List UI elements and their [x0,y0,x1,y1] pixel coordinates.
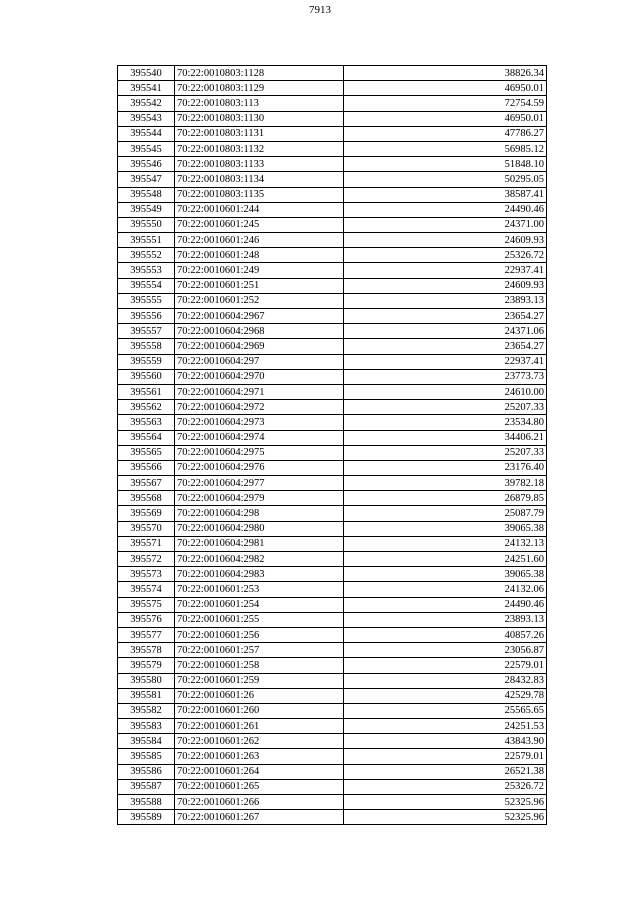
value-cell: 22937.41 [344,263,547,278]
row-id-cell: 395554 [118,278,175,293]
row-id-cell: 395578 [118,643,175,658]
row-id-cell: 395573 [118,567,175,582]
table-row [118,643,547,658]
cadastral-number-cell: 70:22:0010604:2982 [175,552,344,567]
value-cell: 23534.80 [344,415,547,430]
value-cell: 24609.93 [344,278,547,293]
table-row [118,703,547,718]
cadastral-number-cell: 70:22:0010604:2976 [175,460,344,475]
cadastral-number-cell: 70:22:0010604:2970 [175,369,344,384]
table-row [118,202,547,217]
row-id-cell: 395551 [118,233,175,248]
cadastral-number-cell: 70:22:0010604:2968 [175,324,344,339]
value-cell: 42529.78 [344,688,547,703]
value-cell: 46950.01 [344,81,547,96]
value-cell: 23773.73 [344,369,547,384]
row-id-cell: 395580 [118,673,175,688]
cadastral-number-cell: 70:22:0010604:2974 [175,430,344,445]
table-row [118,248,547,263]
row-id-cell: 395560 [118,369,175,384]
value-cell: 24132.06 [344,582,547,597]
value-cell: 24371.06 [344,324,547,339]
cadastral-number-cell: 70:22:0010601:266 [175,795,344,810]
row-id-cell: 395563 [118,415,175,430]
row-id-cell: 395581 [118,688,175,703]
table-row [118,369,547,384]
table-row [118,81,547,96]
value-cell: 24251.53 [344,719,547,734]
table-row [118,764,547,779]
table-row [118,324,547,339]
cadastral-number-cell: 70:22:0010601:26 [175,688,344,703]
value-cell: 50295.05 [344,172,547,187]
value-cell: 38587.41 [344,187,547,202]
value-cell: 72754.59 [344,96,547,111]
row-id-cell: 395561 [118,384,175,399]
value-cell: 56985.12 [344,141,547,156]
cadastral-number-cell: 70:22:0010803:1132 [175,141,344,156]
cadastral-number-cell: 70:22:0010601:265 [175,779,344,794]
row-id-cell: 395558 [118,339,175,354]
row-id-cell: 395546 [118,157,175,172]
table-row [118,719,547,734]
value-cell: 24490.46 [344,202,547,217]
row-id-cell: 395587 [118,779,175,794]
cadastral-number-cell: 70:22:0010601:251 [175,278,344,293]
cadastral-number-cell: 70:22:0010601:252 [175,293,344,308]
cadastral-number-cell: 70:22:0010601:254 [175,597,344,612]
cadastral-number-cell: 70:22:0010601:253 [175,582,344,597]
table-row [118,476,547,491]
table-row [118,506,547,521]
row-id-cell: 395549 [118,202,175,217]
row-id-cell: 395589 [118,810,175,825]
row-id-cell: 395543 [118,111,175,126]
table-row [118,749,547,764]
table-body [118,66,547,825]
cadastral-number-cell: 70:22:0010601:245 [175,217,344,232]
value-cell: 46950.01 [344,111,547,126]
cadastral-number-cell: 70:22:0010604:2972 [175,400,344,415]
row-id-cell: 395540 [118,66,175,81]
value-cell: 38826.34 [344,66,547,81]
value-cell: 24132.13 [344,536,547,551]
value-cell: 24610.00 [344,384,547,399]
value-cell: 39782.18 [344,476,547,491]
table-row [118,233,547,248]
row-id-cell: 395571 [118,536,175,551]
value-cell: 40857.26 [344,627,547,642]
row-id-cell: 395582 [118,703,175,718]
value-cell: 24490.46 [344,597,547,612]
cadastral-number-cell: 70:22:0010803:113 [175,96,344,111]
cadastral-number-cell: 70:22:0010601:260 [175,703,344,718]
value-cell: 51848.10 [344,157,547,172]
value-cell: 28432.83 [344,673,547,688]
cadastral-number-cell: 70:22:0010803:1131 [175,126,344,141]
table-row [118,658,547,673]
row-id-cell: 395575 [118,597,175,612]
table-row [118,172,547,187]
table-row [118,217,547,232]
row-id-cell: 395570 [118,521,175,536]
value-cell: 34406.21 [344,430,547,445]
table-row [118,779,547,794]
cadastral-number-cell: 70:22:0010604:2980 [175,521,344,536]
table-row [118,293,547,308]
value-cell: 25326.72 [344,248,547,263]
table-row [118,187,547,202]
cadastral-number-cell: 70:22:0010601:255 [175,612,344,627]
table-row [118,612,547,627]
table-row [118,627,547,642]
row-id-cell: 395569 [118,506,175,521]
value-cell: 52325.96 [344,795,547,810]
cadastral-number-cell: 70:22:0010803:1130 [175,111,344,126]
table-row [118,597,547,612]
row-id-cell: 395559 [118,354,175,369]
row-id-cell: 395552 [118,248,175,263]
row-id-cell: 395550 [118,217,175,232]
cadastral-number-cell: 70:22:0010601:259 [175,673,344,688]
cadastral-number-cell: 70:22:0010604:298 [175,506,344,521]
value-cell: 23654.27 [344,339,547,354]
row-id-cell: 395541 [118,81,175,96]
row-id-cell: 395544 [118,126,175,141]
table-row [118,66,547,81]
value-cell: 24609.93 [344,233,547,248]
table-row [118,521,547,536]
row-id-cell: 395567 [118,476,175,491]
cadastral-number-cell: 70:22:0010604:2969 [175,339,344,354]
row-id-cell: 395576 [118,612,175,627]
value-cell: 47786.27 [344,126,547,141]
cadastral-number-cell: 70:22:0010604:2973 [175,415,344,430]
row-id-cell: 395566 [118,460,175,475]
row-id-cell: 395564 [118,430,175,445]
table-row [118,445,547,460]
row-id-cell: 395568 [118,491,175,506]
table-row [118,673,547,688]
row-id-cell: 395579 [118,658,175,673]
table-row [118,810,547,825]
value-cell: 22579.01 [344,749,547,764]
cadastral-number-cell: 70:22:0010601:246 [175,233,344,248]
value-cell: 23176.40 [344,460,547,475]
cadastral-number-cell: 70:22:0010604:2971 [175,384,344,399]
value-cell: 25207.33 [344,445,547,460]
row-id-cell: 395584 [118,734,175,749]
value-cell: 25565.65 [344,703,547,718]
cadastral-number-cell: 70:22:0010803:1133 [175,157,344,172]
cadastral-number-cell: 70:22:0010604:2981 [175,536,344,551]
cadastral-number-cell: 70:22:0010601:244 [175,202,344,217]
row-id-cell: 395585 [118,749,175,764]
value-cell: 43843.90 [344,734,547,749]
cadastral-number-cell: 70:22:0010601:248 [175,248,344,263]
row-id-cell: 395586 [118,764,175,779]
table-row [118,688,547,703]
page-number: 7913 [309,4,331,16]
value-cell: 22579.01 [344,658,547,673]
table-row [118,157,547,172]
value-cell: 26521.38 [344,764,547,779]
table-row [118,552,547,567]
table-row [118,278,547,293]
cadastral-number-cell: 70:22:0010601:249 [175,263,344,278]
table-row [118,309,547,324]
row-id-cell: 395548 [118,187,175,202]
table-row [118,582,547,597]
table-row [118,536,547,551]
value-cell: 23654.27 [344,309,547,324]
cadastral-number-cell: 70:22:0010604:2979 [175,491,344,506]
value-cell: 24371.00 [344,217,547,232]
cadastral-number-cell: 70:22:0010803:1135 [175,187,344,202]
table-row [118,795,547,810]
table-row [118,96,547,111]
row-id-cell: 395577 [118,627,175,642]
value-cell: 25207.33 [344,400,547,415]
cadastral-number-cell: 70:22:0010803:1128 [175,66,344,81]
row-id-cell: 395572 [118,552,175,567]
value-cell: 23893.13 [344,612,547,627]
data-table [117,65,547,825]
value-cell: 25087.79 [344,506,547,521]
row-id-cell: 395545 [118,141,175,156]
table-row [118,354,547,369]
table-row [118,263,547,278]
value-cell: 22937.41 [344,354,547,369]
table-row [118,415,547,430]
cadastral-number-cell: 70:22:0010604:2983 [175,567,344,582]
row-id-cell: 395556 [118,309,175,324]
cadastral-number-cell: 70:22:0010601:267 [175,810,344,825]
table-row [118,384,547,399]
value-cell: 23056.87 [344,643,547,658]
row-id-cell: 395583 [118,719,175,734]
table-row [118,339,547,354]
value-cell: 26879.85 [344,491,547,506]
cadastral-number-cell: 70:22:0010604:297 [175,354,344,369]
cadastral-number-cell: 70:22:0010604:2975 [175,445,344,460]
cadastral-number-cell: 70:22:0010601:256 [175,627,344,642]
value-cell: 25326.72 [344,779,547,794]
value-cell: 39065.38 [344,521,547,536]
value-cell: 23893.13 [344,293,547,308]
table-row [118,111,547,126]
value-cell: 52325.96 [344,810,547,825]
row-id-cell: 395542 [118,96,175,111]
cadastral-number-cell: 70:22:0010601:262 [175,734,344,749]
row-id-cell: 395565 [118,445,175,460]
table-row [118,460,547,475]
value-cell: 39065.38 [344,567,547,582]
row-id-cell: 395555 [118,293,175,308]
cadastral-number-cell: 70:22:0010803:1129 [175,81,344,96]
row-id-cell: 395574 [118,582,175,597]
row-id-cell: 395557 [118,324,175,339]
value-cell: 24251.60 [344,552,547,567]
cadastral-number-cell: 70:22:0010601:264 [175,764,344,779]
cadastral-number-cell: 70:22:0010803:1134 [175,172,344,187]
table-row [118,126,547,141]
table-row [118,734,547,749]
table-row [118,430,547,445]
row-id-cell: 395547 [118,172,175,187]
table-row [118,567,547,582]
cadastral-number-cell: 70:22:0010604:2977 [175,476,344,491]
cadastral-number-cell: 70:22:0010601:261 [175,719,344,734]
cadastral-number-cell: 70:22:0010601:257 [175,643,344,658]
cadastral-number-cell: 70:22:0010601:263 [175,749,344,764]
cadastral-number-cell: 70:22:0010601:258 [175,658,344,673]
row-id-cell: 395562 [118,400,175,415]
cadastral-number-cell: 70:22:0010604:2967 [175,309,344,324]
row-id-cell: 395588 [118,795,175,810]
table-row [118,141,547,156]
table-row [118,400,547,415]
table-row [118,491,547,506]
row-id-cell: 395553 [118,263,175,278]
